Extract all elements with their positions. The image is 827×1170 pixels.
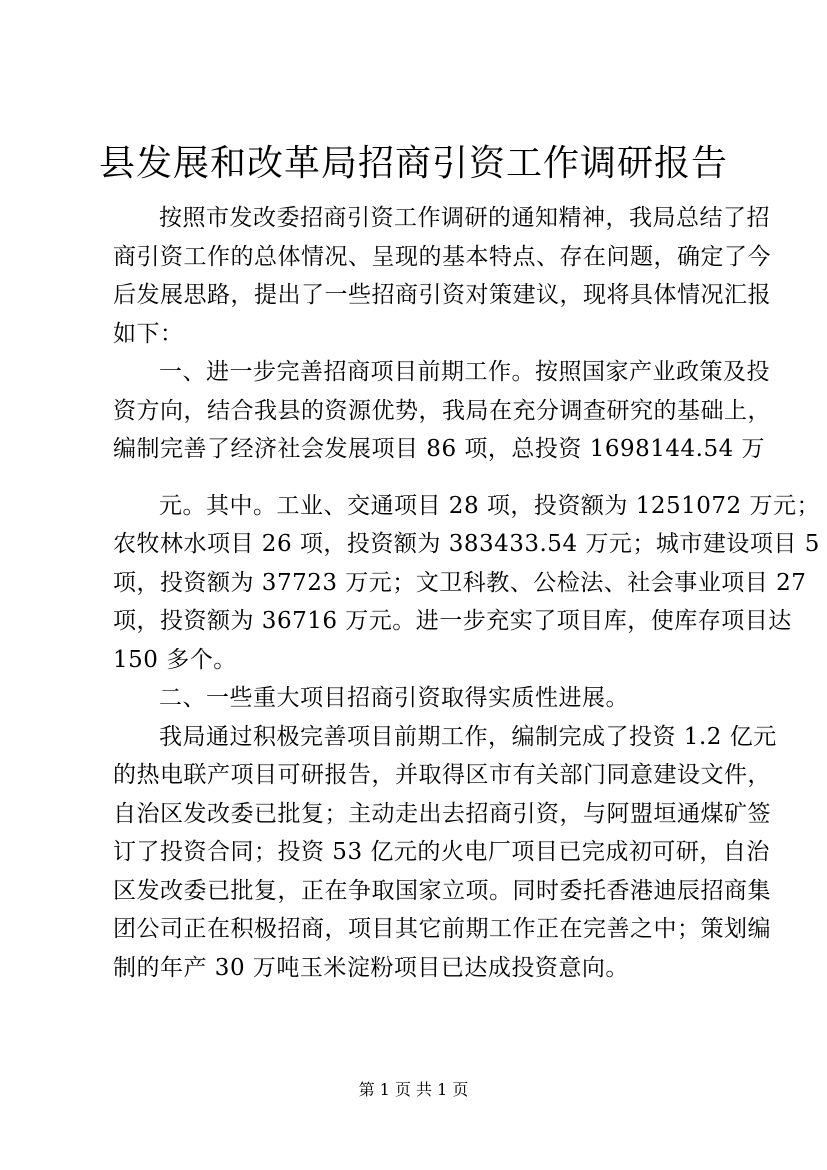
paragraph-line: 自治区发改委已批复；主动走出去招商引资，与阿盟垣通煤矿签 [113, 800, 771, 827]
paragraph-line: 的热电联产项目可研报告，并取得区市有关部门同意建设文件， [113, 762, 771, 788]
paragraph-line: 如下： [113, 320, 184, 347]
paragraph-line: 区发改委已批复，正在争取国家立项。同时委托香港迪辰招商集 [113, 877, 771, 904]
paragraph-line: 项，投资额为 36716 万元。进一步充实了项目库，使库存项目达 [113, 608, 792, 634]
paragraph-line: 编制完善了经济社会发展项目 86 项，总投资 1698144.54 万 [113, 436, 766, 462]
paragraph-line: 我局通过积极完善项目前期工作，编制完成了投资 1.2 亿元 [159, 723, 777, 750]
paragraph-line: 团公司正在积极招商，项目其它前期工作正在完善之中；策划编 [113, 916, 771, 942]
paragraph-line: 订了投资合同；投资 53 亿元的火电厂项目已完成初可研，自治 [113, 839, 770, 865]
paragraph-line: 制的年产 30 万吨玉米淀粉项目已达成投资意向。 [113, 954, 629, 981]
paragraph-line: 按照市发改委招商引资工作调研的通知精神，我局总结了招 [159, 205, 770, 231]
paragraph-line: 农牧林水项目 26 项，投资额为 383433.54 万元；城市建设项目 5 [113, 531, 820, 557]
page-footer: 第 1 页 共 1 页 [358, 1080, 469, 1099]
paragraph-line: 一、进一步完善招商项目前期工作。按照国家产业政策及投 [159, 359, 770, 385]
paragraph-line: 项，投资额为 37723 万元；文卫科教、公检法、社会事业项目 27 [113, 569, 807, 596]
paragraph-line: 150 多个。 [113, 646, 237, 673]
spacer [113, 469, 733, 487]
paragraph-line: 元。其中。工业、交通项目 28 项，投资额为 1251072 万元； [159, 492, 820, 519]
paragraph-line: 后发展思路，提出了一些招商引资对策建议，现将具体情况汇报 [113, 282, 771, 308]
paragraph-line: 二、一些重大项目招商引资取得实质性进展。 [159, 685, 629, 711]
paragraph-line: 商引资工作的总体情况、呈现的基本特点、存在问题，确定了今 [113, 243, 771, 270]
document-title: 县发展和改革局招商引资工作调研报告 [98, 143, 728, 184]
paragraph-line: 资方向，结合我县的资源优势，我局在充分调查研究的基础上， [113, 397, 771, 424]
document-body [113, 199, 820, 987]
